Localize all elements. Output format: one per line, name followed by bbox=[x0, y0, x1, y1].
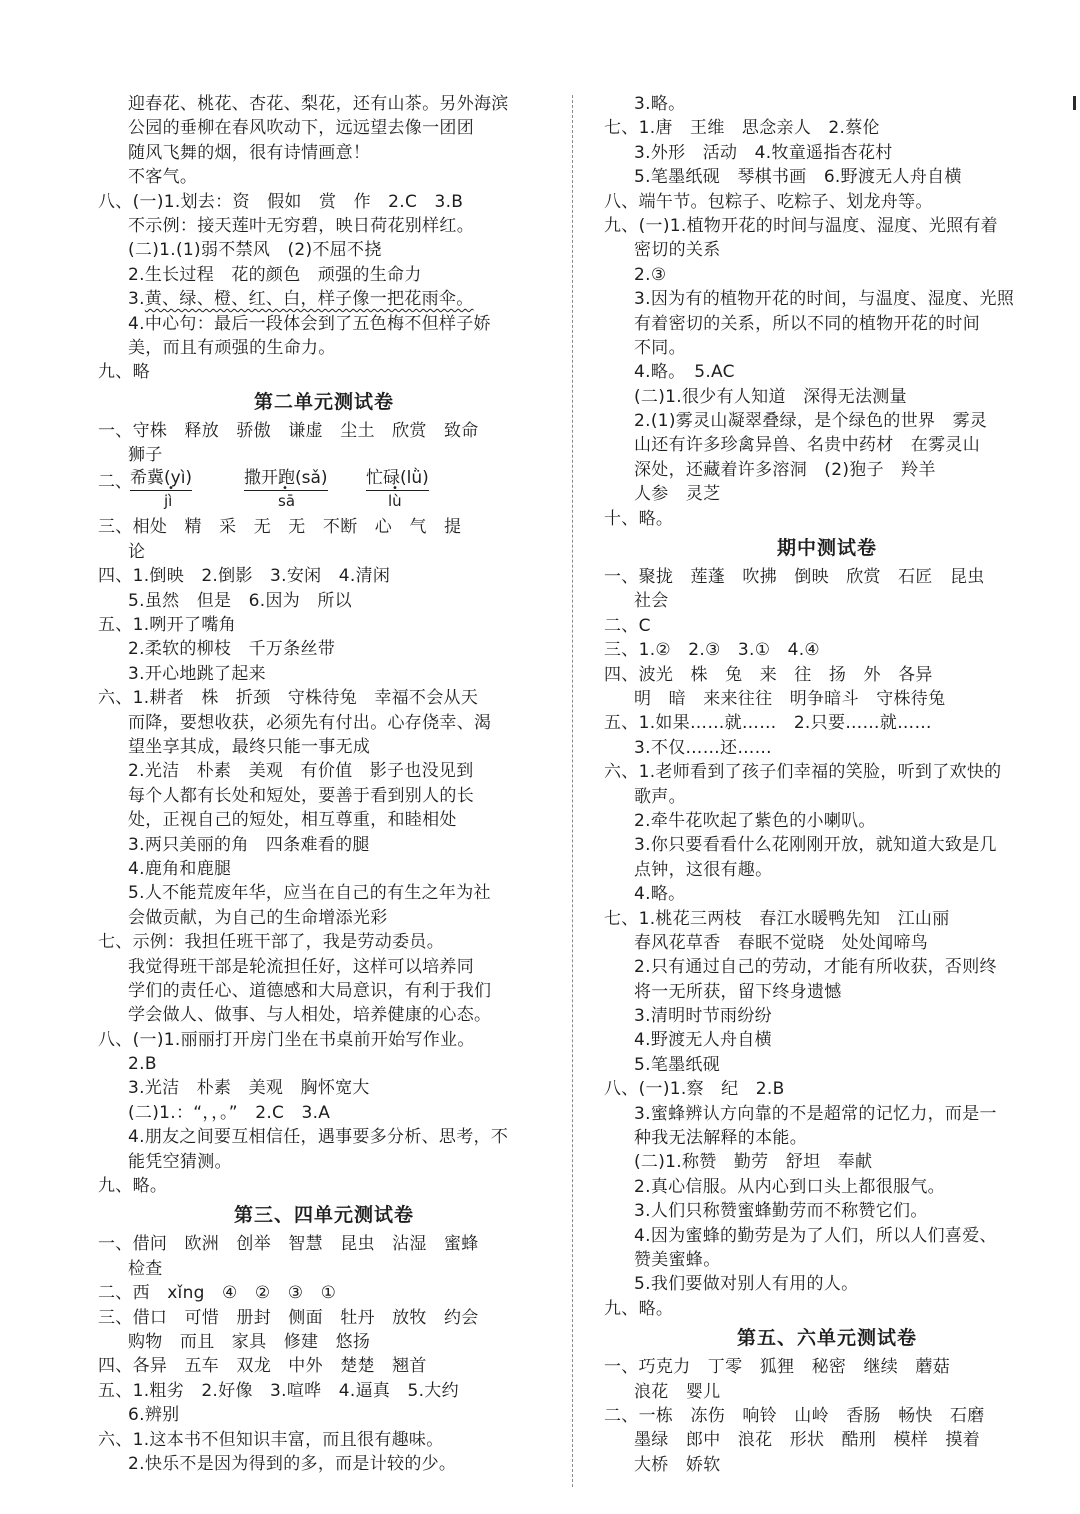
answer-line: 3.不仅……还…… bbox=[634, 737, 772, 758]
answer-line: 3.两只美丽的角 四条难看的腿 bbox=[128, 834, 370, 855]
answer-line: 能凭空猜测。 bbox=[128, 1151, 232, 1172]
answer-line: 二、一栋 冻伤 响铃 山岭 香肠 畅快 石磨 bbox=[604, 1405, 985, 1426]
answer-line: 四、波光 株 兔 来 往 扬 外 各异 bbox=[604, 664, 933, 685]
answer-line: 二、C bbox=[604, 615, 651, 636]
answer-line: 望坐享其成，最终只能一事无成 bbox=[128, 736, 371, 757]
answer-line: 3.因为有的植物开花的时间，与温度、湿度、光照 bbox=[634, 289, 1015, 310]
answer-line: 一、巧克力 丁零 狐狸 秘密 继续 蘑菇 bbox=[604, 1357, 950, 1378]
answer-line: 四、各异 五车 双龙 中外 楚楚 翘首 bbox=[98, 1356, 427, 1377]
answer-line: 4.鹿角和鹿腿 bbox=[128, 858, 232, 879]
answer-line: 不客气。 bbox=[128, 167, 198, 188]
answer-line: 九、(一)1.植物开花的时间与温度、湿度、光照有着 bbox=[604, 215, 998, 236]
answer-line: 4.略。 5.AC bbox=[634, 362, 735, 383]
answer-line: 检查 bbox=[128, 1258, 163, 1279]
answer-line: 3.蜜蜂辨认方向靠的不是超常的记忆力，而是一 bbox=[634, 1103, 997, 1124]
answer-line: 会做贡献，为自己的生命增添光彩 bbox=[128, 907, 388, 928]
answer-line: 三、相处 精 采 无 无 不断 心 气 提 bbox=[98, 517, 462, 538]
answer-line: 八、端午节。包粽子、吃粽子、划龙舟等。 bbox=[604, 191, 933, 212]
answer-line: 每个人都有长处和短处，要善于看到别人的长 bbox=[128, 785, 474, 806]
corrected-pinyin: • jì bbox=[164, 492, 172, 510]
answer-line: 五、1.粗劣 2.好像 3.喧哗 4.逼真 5.大约 bbox=[98, 1380, 459, 1401]
marked-word: 撒开跑(sǎ) bbox=[244, 467, 328, 491]
answer-line: 社会 bbox=[634, 591, 669, 612]
answer-line: 学会做人、做事、与人相处，培养健康的心态。 bbox=[128, 1005, 492, 1026]
answer-line: 九、略。 bbox=[604, 1298, 674, 1319]
answer-number: 3. bbox=[128, 289, 145, 310]
answer-line: 种我无法解释的本能。 bbox=[634, 1128, 807, 1149]
answer-line: 人参 灵芝 bbox=[634, 484, 721, 505]
corrected-pinyin: • lù bbox=[388, 492, 402, 510]
answer-line: 2.只有通过自己的劳动，才能有所收获，否则终 bbox=[634, 957, 997, 978]
answer-line: 2.真心信服。从内心到口头上都很服气。 bbox=[634, 1176, 945, 1197]
answer-line: 5.笔墨纸砚 bbox=[634, 1054, 721, 1075]
answer-line: 二、西 xǐng ④ ② ③ ① bbox=[98, 1283, 337, 1304]
answer-line: 墨绿 郎中 浪花 形状 酷刑 模样 摸着 bbox=[634, 1430, 980, 1451]
answer-line: 八、(一)1.丽丽打开房门坐在书桌前开始写作业。 bbox=[98, 1029, 475, 1050]
answer-line: 点钟，这很有趣。 bbox=[634, 859, 773, 880]
answer-line: 论 bbox=[128, 541, 146, 562]
answer-line: 明 暗 来来往往 明争暗斗 守株待兔 bbox=[634, 688, 946, 709]
section-title: 第三、四单元测试卷 bbox=[233, 1204, 414, 1227]
answer-line: 七、示例：我担任班干部了，我是劳动委员。 bbox=[98, 932, 444, 953]
answer-line: 将一无所获，留下终身遗憾 bbox=[634, 981, 842, 1002]
answer-line: 不示例：接天莲叶无穷碧，映日荷花别样红。 bbox=[128, 215, 474, 236]
answer-line: (二)1.很少有人知道 深得无法测量 bbox=[634, 386, 907, 407]
answer-line: 5.人不能荒废年华，应当在自己的有生之年为社 bbox=[128, 883, 491, 904]
answer-line: 四、1.倒映 2.倒影 3.安闲 4.清闲 bbox=[98, 566, 391, 587]
answer-line: 3.人们只称赞蜜蜂勤劳而不称赞它们。 bbox=[634, 1201, 928, 1222]
right-column bbox=[604, 92, 1050, 1477]
corrected-pinyin: • sā bbox=[278, 492, 295, 510]
page-edge-mark bbox=[1073, 96, 1076, 110]
answer-line: 大桥 娇软 bbox=[634, 1454, 721, 1475]
pinyin-correction bbox=[366, 467, 429, 511]
answer-line: 七、1.唐 王维 思念亲人 2.蔡伦 bbox=[604, 118, 880, 139]
answer-line: 公园的垂柳在春风吹动下，远远望去像一团团 bbox=[128, 118, 474, 139]
pinyin-correction-row bbox=[98, 467, 550, 515]
answer-line: 随风飞舞的烟，很有诗情画意！ bbox=[128, 142, 371, 163]
answer-line: 有着密切的关系，所以不同的植物开花的时间 bbox=[634, 313, 980, 334]
marked-word: 希冀(yì) bbox=[130, 467, 192, 491]
answer-line: 5.笔墨纸砚 琴棋书画 6.野渡无人舟自横 bbox=[634, 167, 962, 188]
answer-line: 狮子 bbox=[128, 445, 163, 466]
answer-line: 密切的关系 bbox=[634, 240, 721, 261]
answer-line: 一、守株 释放 骄傲 谦虚 尘土 欣赏 致命 bbox=[98, 420, 479, 441]
answer-line: 2.③ bbox=[634, 264, 667, 285]
answer-line: 不同。 bbox=[634, 337, 686, 358]
answer-line: 3.你只要看看什么花刚刚开放，就知道大致是几 bbox=[634, 835, 997, 856]
section-title: 期中测试卷 bbox=[776, 537, 877, 560]
answer-line: 3.外形 活动 4.牧童遥指杏花村 bbox=[634, 142, 893, 163]
answer-line: 3.开心地跳了起来 bbox=[128, 663, 266, 684]
answer-line: 2.(1)雾灵山凝翠叠绿，是个绿色的世界 雾灵 bbox=[634, 411, 988, 432]
answer-line: 美，而且有顽强的生命力。 bbox=[128, 337, 336, 358]
answer-line: (二)1.称赞 勤劳 舒坦 奉献 bbox=[634, 1152, 873, 1173]
answer-line: 2.生长过程 花的颜色 顽强的生命力 bbox=[128, 264, 422, 285]
answer-line: 十、略。 bbox=[604, 508, 674, 529]
answer-line: 一、聚拢 莲蓬 吹拂 倒映 欣赏 石匠 昆虫 bbox=[604, 567, 985, 588]
answer-line: (二)1.(1)弱不禁风 (2)不屈不挠 bbox=[128, 240, 382, 261]
answer-line: 3.光洁 朴素 美观 胸怀宽大 bbox=[128, 1078, 370, 1099]
pinyin-correction bbox=[130, 467, 193, 511]
answer-line: 赞美蜜蜂。 bbox=[634, 1249, 721, 1270]
answer-line: 学们的责任心、道德感和大局意识，有利于我们 bbox=[128, 980, 492, 1001]
left-column bbox=[98, 92, 550, 1476]
answer-line: 5.虽然 但是 6.因为 所以 bbox=[128, 590, 352, 611]
section-title: 第五、六单元测试卷 bbox=[736, 1327, 917, 1350]
answer-line: 五、1.咧开了嘴角 bbox=[98, 615, 236, 636]
answer-line: 2.柔软的柳枝 千万条丝带 bbox=[128, 639, 336, 660]
answer-line: 深处，还藏着许多溶洞 (2)狍子 羚羊 bbox=[634, 459, 936, 480]
answer-line: 九、略。 bbox=[98, 1176, 168, 1197]
answer-line bbox=[98, 287, 550, 311]
answer-line: 处，正视自己的短处，相互尊重，和睦相处 bbox=[128, 810, 457, 831]
answer-line: 七、1.桃花三两枝 春江水暖鸭先知 江山丽 bbox=[604, 908, 950, 929]
answer-line: 6.辨别 bbox=[128, 1405, 180, 1426]
answer-line: 2.光洁 朴素 美观 有价值 影子也没见到 bbox=[128, 761, 474, 782]
answer-line: 2.快乐不是因为得到的多，而是计较的少。 bbox=[128, 1453, 457, 1474]
answer-line: 2.B bbox=[128, 1054, 157, 1075]
answer-line: 5.我们要做对别人有用的人。 bbox=[634, 1274, 859, 1295]
section-title: 第二单元测试卷 bbox=[253, 390, 394, 413]
pinyin-correction bbox=[244, 467, 328, 511]
answer-line: 我觉得班干部是轮流担任好，这样可以培养同 bbox=[128, 956, 474, 977]
answer-line: 六、1.老师看到了孩子们幸福的笑脸，听到了欢快的 bbox=[604, 762, 1002, 783]
answer-line: 六、1.这本书不但知识丰富，而且很有趣味。 bbox=[98, 1429, 444, 1450]
answer-line: 4.中心句：最后一段体会到了五色梅不但样子娇 bbox=[128, 313, 491, 334]
answer-line: 4.略。 bbox=[634, 884, 686, 905]
answer-line: 八、(一)1.察 纪 2.B bbox=[604, 1079, 785, 1100]
answer-line: 一、借问 欧洲 创举 智慧 昆虫 沾湿 蜜蜂 bbox=[98, 1234, 479, 1255]
answer-line: 3.清明时节雨纷纷 bbox=[634, 1006, 772, 1027]
answer-line: 六、1.耕者 株 折颈 守株待兔 幸福不会从天 bbox=[98, 688, 479, 709]
answer-line: 八、(一)1.划去：资 假如 赏 作 2.C 3.B bbox=[98, 191, 464, 212]
answer-line: 歌声。 bbox=[634, 786, 686, 807]
answer-line: 4.因为蜜蜂的勤劳是为了人们，所以人们喜爱、 bbox=[634, 1225, 997, 1246]
answer-line: 三、借口 可惜 册封 侧面 牡丹 放牧 约会 bbox=[98, 1307, 479, 1328]
answer-line: 4.朋友之间要互相信任，遇事要多分析、思考，不 bbox=[128, 1127, 509, 1148]
answer-line: 三、1.② 2.③ 3.① 4.④ bbox=[604, 640, 820, 661]
wavy-underlined-sentence: 黄、绿、橙、红、白，样子像一把花雨伞。 bbox=[144, 289, 474, 310]
answer-line: 浪花 婴儿 bbox=[634, 1381, 721, 1402]
answer-line: 春风花草香 春眠不觉晓 处处闻啼鸟 bbox=[634, 932, 929, 953]
marked-word: 忙碌(lǜ) bbox=[366, 467, 429, 491]
answer-line: 迎春花、桃花、杏花、梨花，还有山茶。另外海滨 bbox=[128, 94, 509, 114]
answer-line: 4.野渡无人舟自横 bbox=[634, 1030, 772, 1051]
answer-line: (二)1.：“，，。” 2.C 3.A bbox=[128, 1102, 331, 1123]
answer-line: 而降，要想收获，必须先有付出。心存侥幸、渴 bbox=[128, 712, 492, 733]
answer-line: 2.牵牛花吹起了紫色的小喇叭。 bbox=[634, 810, 876, 831]
column-divider bbox=[572, 95, 573, 1487]
question-number: 二、 bbox=[98, 472, 132, 493]
answer-line: 山还有许多珍禽异兽、名贵中药材 在雾灵山 bbox=[634, 435, 980, 456]
answer-line: 购物 而且 家具 修建 悠扬 bbox=[128, 1331, 371, 1352]
answer-line: 五、1.如果……就…… 2.只要……就…… bbox=[604, 713, 932, 734]
answer-line: 九、略 bbox=[98, 362, 150, 383]
answer-line: 3.略。 bbox=[634, 94, 686, 114]
